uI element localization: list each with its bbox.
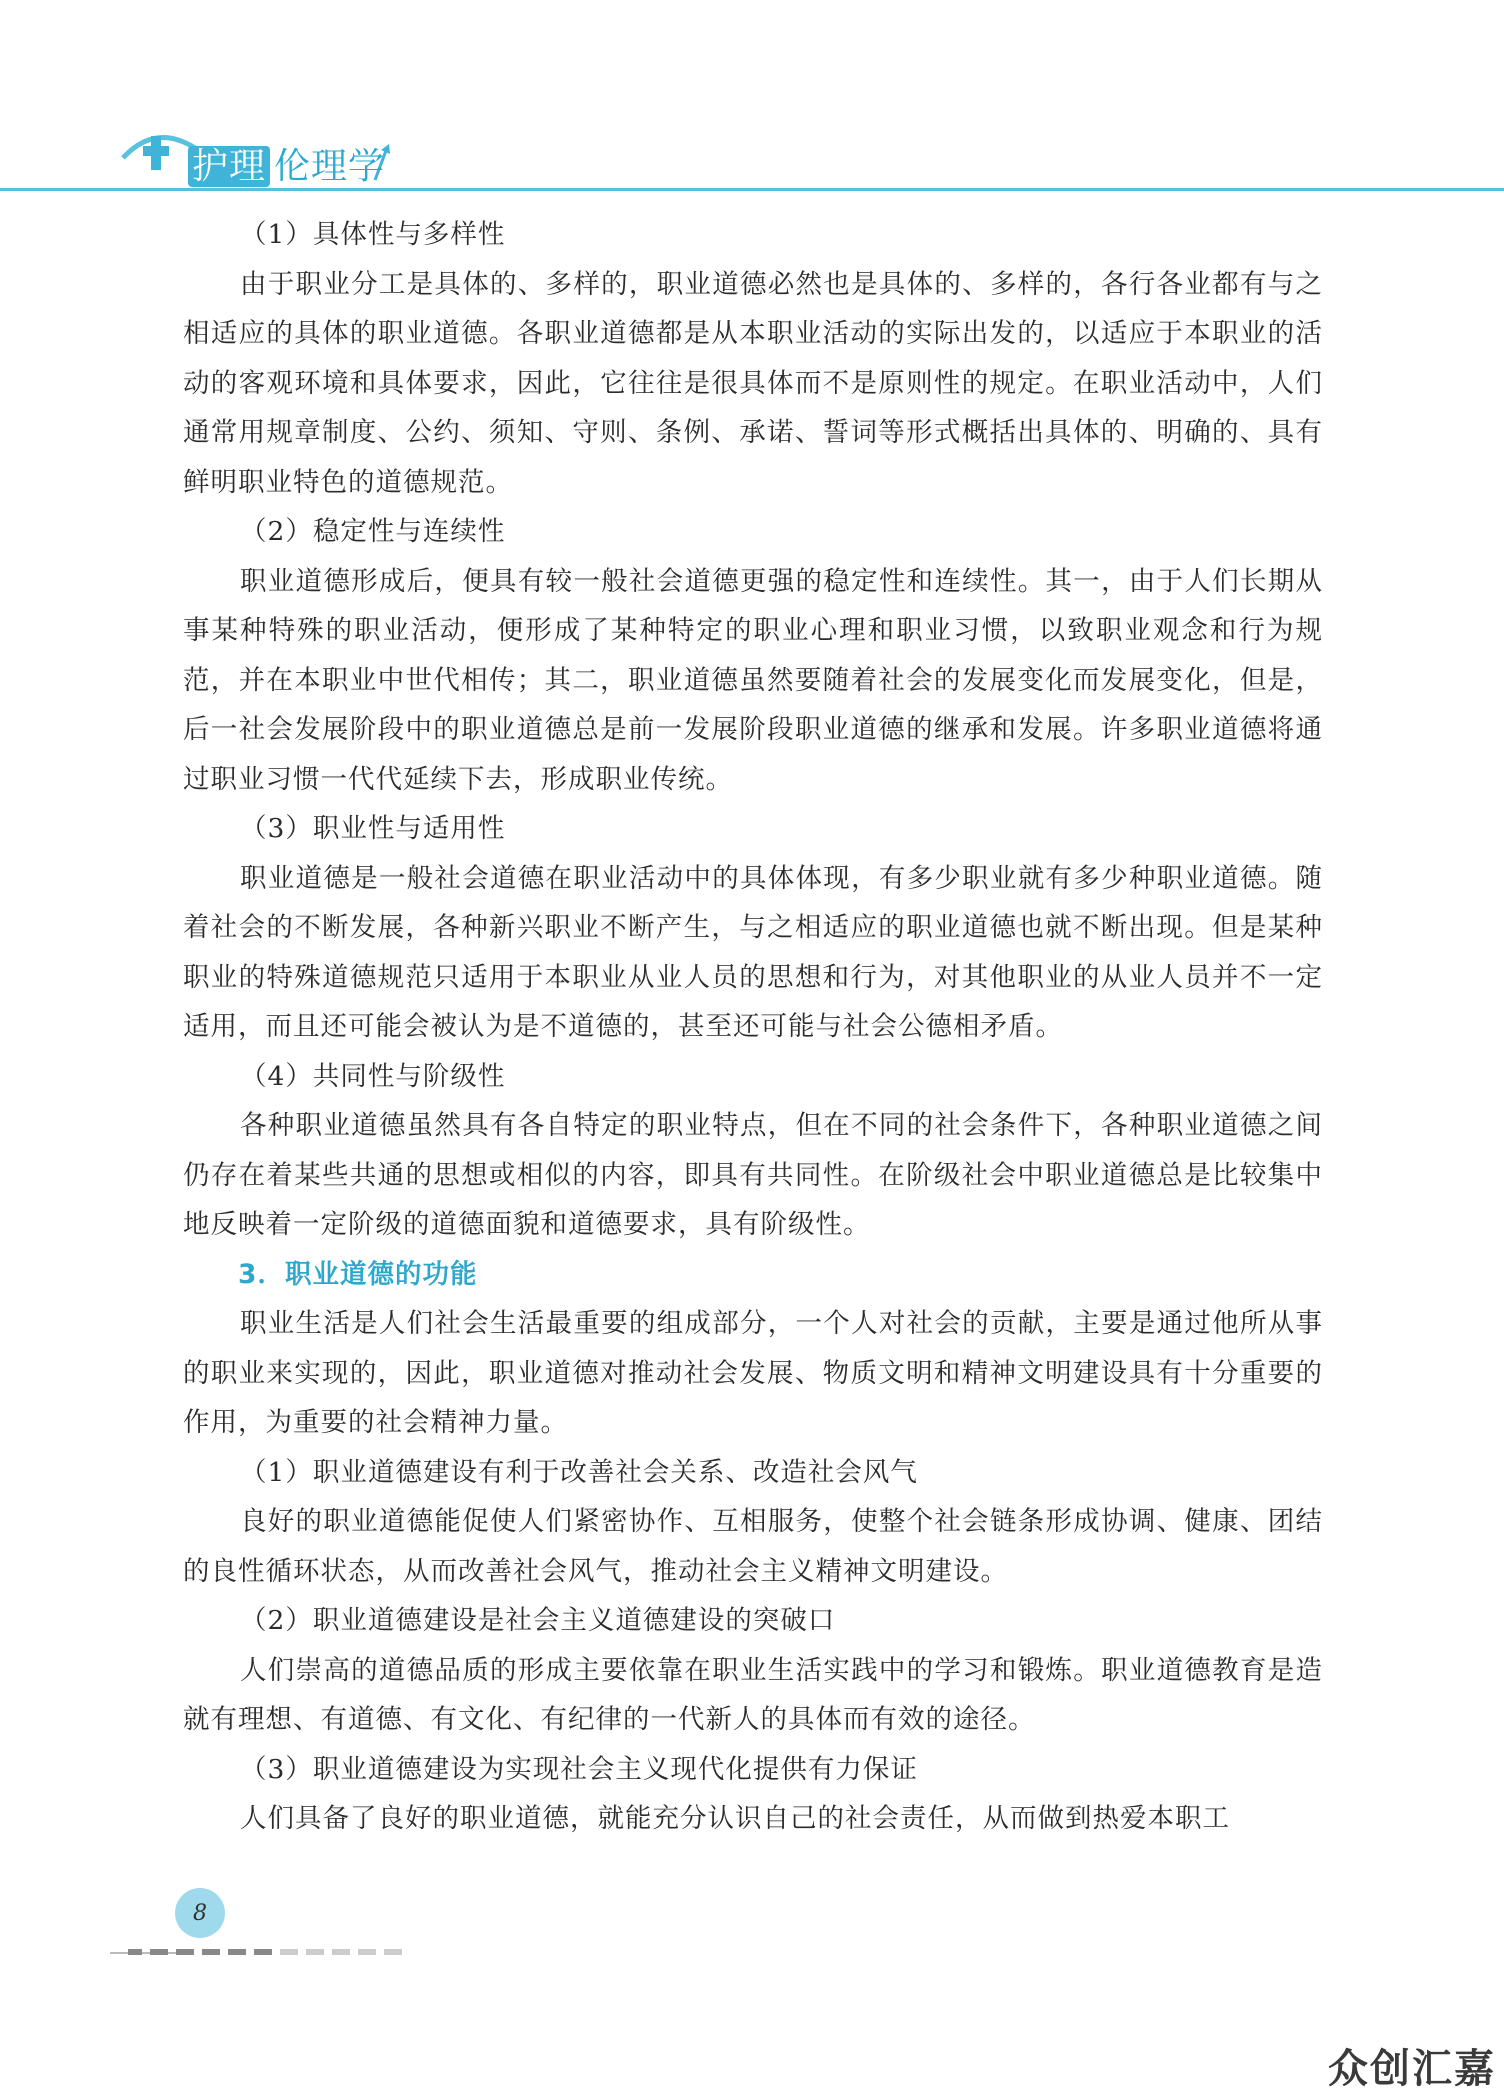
subheading: （4）共同性与阶级性 xyxy=(240,1060,506,1092)
book-title xyxy=(188,138,385,189)
paragraph: 人们崇高的道德品质的形成主要依靠在职业生活实践中的学习和锻炼。职业道德教育是造就有理想、有道德、有文化、有纪律的一代新人的具体而有效的途径。 xyxy=(183,1654,1323,1735)
watermark: 众创汇嘉 xyxy=(1328,2046,1496,2092)
footer-decoration xyxy=(110,1948,430,1958)
paragraph: 由于职业分工是具体的、多样的，职业道德必然也是具体的、多样的，各行各业都有与之相适应的具体的职业道德。各职业道德都是从本职业活动的实际出发的，以适应于本职业的活动的客观环境和具体要求，因此，它往往是很具体而不是原则性的规定。在职业活动中，人们通常用规章制度、公约、须知、守则、条例、承诺、誓词等形式概括出具体的、明确的、具有鲜明职业特色的道德规范。 xyxy=(183,268,1323,498)
subheading: （3）职业道德建设为实现社会主义现代化提供有力保证 xyxy=(240,1753,918,1785)
book-title-strong: 护理 xyxy=(188,146,270,187)
paragraph: 人们具备了良好的职业道德，就能充分认识自己的社会责任，从而做到热爱本职工 xyxy=(240,1803,1230,1834)
subheading: （2）职业道德建设是社会主义道德建设的突破口 xyxy=(240,1605,836,1636)
header-divider xyxy=(0,188,1504,191)
paragraph: 职业道德是一般社会道德在职业活动中的具体体现，有多少职业就有多少种职业道德。随着社会的不断发展，各种新兴职业不断产生，与之相适应的职业道德也就不断出现。但是某种职业的特殊道德规范只适用于本职业从业人员的思想和行为，对其他职业的从业人员并不一定适用，而且还可能会被认为是不道德的，甚至还可能与社会公德相矛盾。 xyxy=(183,862,1323,1042)
subheading: （1）具体性与多样性 xyxy=(240,219,506,250)
page-body xyxy=(183,210,1323,1844)
subheading: （2）稳定性与连续性 xyxy=(240,516,506,547)
section-heading: 3．职业道德的功能 xyxy=(238,1258,478,1290)
paragraph: 良好的职业道德能促使人们紧密协作、互相服务，使整个社会链条形成协调、健康、团结的良性循环状态，从而改善社会风气，推动社会主义精神文明建设。 xyxy=(183,1506,1323,1587)
subheading: （1）职业道德建设有利于改善社会关系、改造社会风气 xyxy=(240,1456,918,1488)
subheading: （3）职业性与适用性 xyxy=(240,813,506,844)
paragraph: 职业道德形成后，便具有较一般社会道德更强的稳定性和连续性。其一，由于人们长期从事某种特殊的职业活动，便形成了某种特定的职业心理和职业习惯，以致职业观念和行为规范，并在本职业中世代相传；其二，职业道德虽然要随着社会的发展变化而发展变化，但是，后一社会发展阶段中的职业道德总是前一发展阶段职业道德的继承和发展。许多职业道德将通过职业习惯一代代延续下去，形成职业传统。 xyxy=(183,565,1323,795)
page-number: 8 xyxy=(175,1888,225,1938)
book-title-rest: 伦理学 xyxy=(274,146,386,187)
paragraph: 职业生活是人们社会生活最重要的组成部分，一个人对社会的贡献，主要是通过他所从事的职业来实现的，因此，职业道德对推动社会发展、物质文明和精神文明建设具有十分重要的作用，为重要的社会精神力量。 xyxy=(183,1308,1323,1438)
paragraph: 各种职业道德虽然具有各自特定的职业特点，但在不同的社会条件下，各种职业道德之间仍存在着某些共通的思想或相似的内容，即具有共同性。在阶级社会中职业道德总是比较集中地反映着一定阶级的道德面貌和道德要求，具有阶级性。 xyxy=(183,1110,1323,1240)
